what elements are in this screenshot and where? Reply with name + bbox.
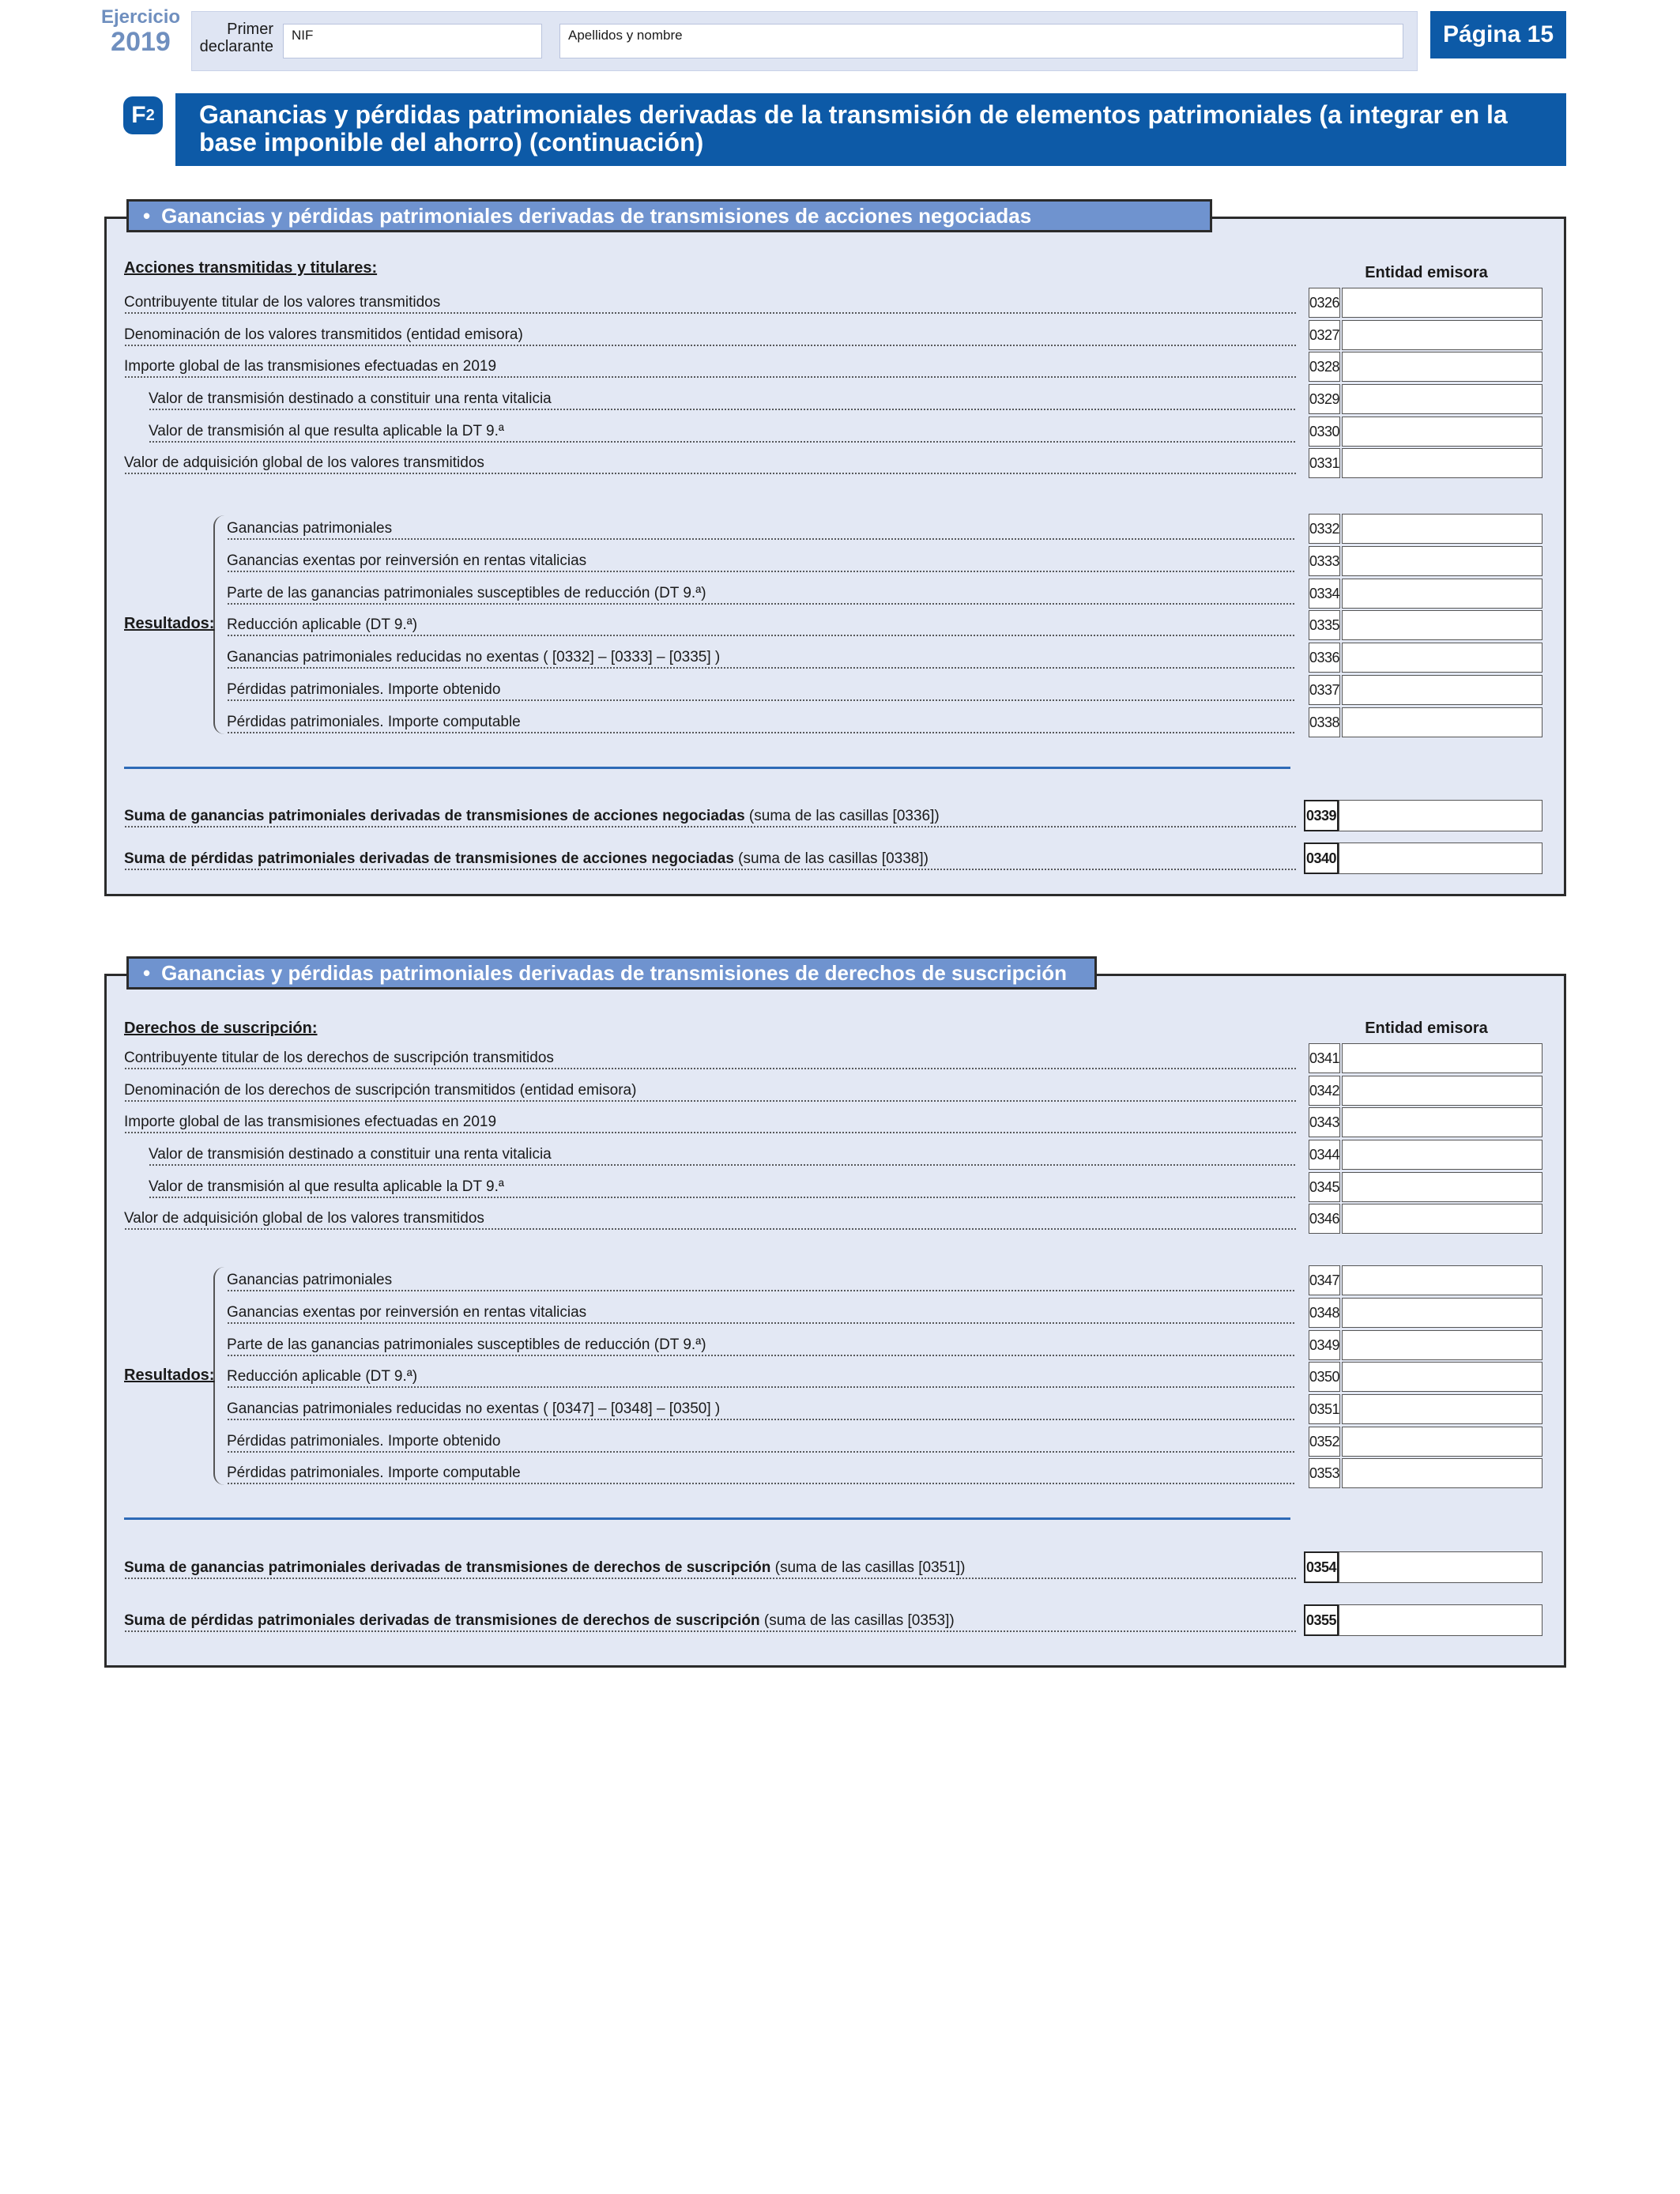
input-box-0342[interactable]: [1342, 1076, 1543, 1106]
input-box-0328[interactable]: [1342, 352, 1543, 382]
row-label-text: Contribuyente titular de los valores transmitidos: [124, 294, 441, 311]
derechos-row-label-0343: [124, 1114, 1296, 1134]
input-box-0354[interactable]: [1339, 1551, 1543, 1583]
derechos-sum-label-0355: [124, 1612, 1296, 1633]
derechos-result-label-0351: [227, 1400, 1296, 1421]
sum-label-bold: Suma de pérdidas patrimoniales derivadas de transmisiones de acciones negociadas: [124, 850, 734, 867]
derechos-row-label-0342: [124, 1082, 1296, 1103]
input-box-0343[interactable]: [1342, 1107, 1543, 1137]
result-label-text: Reducción aplicable (DT 9.ª): [227, 1368, 418, 1385]
box-code-0351: 0351: [1309, 1394, 1340, 1424]
input-box-0346[interactable]: [1342, 1204, 1543, 1234]
derechos-resultados-brace: [213, 1267, 226, 1485]
acciones-row-label-0327: [124, 326, 1296, 347]
bullet-icon: •: [143, 961, 151, 985]
input-box-0334[interactable]: [1342, 579, 1543, 609]
input-box-0350[interactable]: [1342, 1362, 1543, 1392]
box-code-0348: 0348: [1309, 1298, 1340, 1328]
input-box-0330[interactable]: [1342, 417, 1543, 447]
input-box-0347[interactable]: [1342, 1265, 1543, 1295]
result-label-text: Ganancias patrimoniales reducidas no exentas ( [0332] – [0333] – [0335] ): [227, 649, 721, 665]
acciones-sum-label-0340: [124, 850, 1296, 871]
derechos-row-label-0346: [124, 1210, 1296, 1231]
input-box-0341[interactable]: [1342, 1043, 1543, 1073]
box-code-0333: 0333: [1309, 546, 1340, 576]
acciones-resultados-brace: [213, 515, 226, 734]
result-label-text: Ganancias patrimoniales: [227, 520, 393, 537]
acciones-row-label-0331: [124, 454, 1296, 475]
input-box-0345[interactable]: [1342, 1172, 1543, 1202]
box-code-0353: 0353: [1309, 1458, 1340, 1488]
acciones-entidad-header: Entidad emisora: [1365, 264, 1488, 281]
input-box-0339[interactable]: [1339, 800, 1543, 831]
row-label-text: Valor de transmisión destinado a constituir una renta vitalicia: [149, 390, 552, 407]
box-code-0343: 0343: [1309, 1107, 1340, 1137]
sum-label-bold: Suma de pérdidas patrimoniales derivadas de transmisiones de derechos de suscripción: [124, 1612, 760, 1629]
row-label-text: Valor de adquisición global de los valores transmitidos: [124, 454, 484, 471]
acciones-row-label-0326: [124, 294, 1296, 315]
acciones-divider: [124, 767, 1290, 769]
nif-label: NIF: [292, 28, 314, 43]
input-box-0349[interactable]: [1342, 1330, 1543, 1360]
result-label-text: Pérdidas patrimoniales. Importe obtenido: [227, 1433, 501, 1449]
input-box-0335[interactable]: [1342, 610, 1543, 640]
input-box-0333[interactable]: [1342, 546, 1543, 576]
row-label-text: Importe global de las transmisiones efectuadas en 2019: [124, 1114, 497, 1130]
box-code-0349: 0349: [1309, 1330, 1340, 1360]
derechos-subtitle: Derechos de suscripción:: [124, 1020, 318, 1037]
derechos-result-label-0350: [227, 1368, 1296, 1389]
acciones-result-label-0337: [227, 681, 1296, 702]
row-label-text: Valor de transmisión al que resulta aplicable la DT 9.ª: [149, 423, 504, 439]
input-box-0340[interactable]: [1339, 843, 1543, 874]
box-code-0345: 0345: [1309, 1172, 1340, 1202]
acciones-resultados-label: Resultados:: [124, 615, 215, 632]
sum-label-rest: (suma de las casillas [0336]): [744, 808, 940, 824]
box-code-0334: 0334: [1309, 579, 1340, 609]
acciones-result-label-0335: [227, 616, 1296, 637]
primer-declarante-label: Primer declarante: [199, 21, 273, 55]
acciones-section-tab: [126, 199, 1212, 232]
acciones-result-label-0332: [227, 520, 1296, 541]
result-label-text: Reducción aplicable (DT 9.ª): [227, 616, 418, 633]
box-code-0326: 0326: [1309, 288, 1340, 318]
box-code-0337: 0337: [1309, 675, 1340, 705]
row-label-text: Importe global de las transmisiones efectuadas en 2019: [124, 358, 497, 375]
input-box-0344[interactable]: [1342, 1140, 1543, 1170]
badge-sub: 2: [145, 106, 155, 124]
input-box-0326[interactable]: [1342, 288, 1543, 318]
row-label-text: Valor de transmisión al que resulta aplicable la DT 9.ª: [149, 1178, 504, 1195]
box-code-0331: 0331: [1309, 448, 1340, 478]
box-code-0327: 0327: [1309, 320, 1340, 350]
row-label-text: Denominación de los derechos de suscripción transmitidos (entidad emisora): [124, 1082, 637, 1099]
row-label-text: Valor de adquisición global de los valores transmitidos: [124, 1210, 484, 1227]
box-code-0346: 0346: [1309, 1204, 1340, 1234]
acciones-tab-label: Ganancias y pérdidas patrimoniales derivadas de transmisiones de acciones negociadas: [161, 204, 1032, 228]
input-box-0348[interactable]: [1342, 1298, 1543, 1328]
input-box-0329[interactable]: [1342, 384, 1543, 414]
sum-label-rest: (suma de las casillas [0338]): [733, 850, 929, 867]
derechos-sum-label-0354: [124, 1559, 1296, 1580]
sum-label-bold: Suma de ganancias patrimoniales derivadas de transmisiones de acciones negociadas: [124, 808, 745, 824]
derechos-divider: [124, 1517, 1290, 1520]
box-code-0329: 0329: [1309, 384, 1340, 414]
derechos-section-tab: [126, 956, 1097, 990]
derechos-result-label-0347: [227, 1272, 1296, 1292]
row-label-text: Contribuyente titular de los derechos de suscripción transmitidos: [124, 1050, 554, 1066]
derechos-tab-label: Ganancias y pérdidas patrimoniales derivadas de transmisiones de derechos de suscripción: [161, 961, 1067, 985]
result-label-text: Pérdidas patrimoniales. Importe computable: [227, 714, 521, 730]
result-label-text: Parte de las ganancias patrimoniales susceptibles de reducción (DT 9.ª): [227, 585, 706, 601]
page-title: Ganancias y pérdidas patrimoniales derivadas de la transmisión de elementos patrimoniales (a integrar en la base imponible del ahorro) (continuación): [175, 93, 1566, 166]
input-box-0351[interactable]: [1342, 1394, 1543, 1424]
acciones-row-label-0329: [149, 390, 1296, 411]
input-box-0355[interactable]: [1339, 1604, 1543, 1636]
box-code-0350: 0350: [1309, 1362, 1340, 1392]
page-number: Página 15: [1430, 11, 1566, 58]
ejercicio-label: Ejercicio: [101, 6, 181, 28]
derechos-entidad-header: Entidad emisora: [1365, 1020, 1488, 1037]
input-box-0327[interactable]: [1342, 320, 1543, 350]
box-code-0340: 0340: [1304, 843, 1339, 874]
input-box-0331[interactable]: [1342, 448, 1543, 478]
box-code-0352: 0352: [1309, 1427, 1340, 1457]
input-box-0353[interactable]: [1342, 1458, 1543, 1488]
section-f2-badge: [123, 96, 163, 134]
acciones-result-label-0338: [227, 714, 1296, 734]
derechos-result-label-0353: [227, 1465, 1296, 1485]
box-code-0330: 0330: [1309, 417, 1340, 447]
result-label-text: Ganancias patrimoniales reducidas no exentas ( [0347] – [0348] – [0350] ): [227, 1400, 721, 1417]
sum-label-rest: (suma de las casillas [0351]): [770, 1559, 966, 1576]
result-label-text: Ganancias exentas por reinversión en rentas vitalicias: [227, 552, 587, 569]
ejercicio-year: 2019: [111, 27, 171, 57]
box-code-0342: 0342: [1309, 1076, 1340, 1106]
result-label-text: Ganancias patrimoniales: [227, 1272, 393, 1288]
row-label-text: Valor de transmisión destinado a constituir una renta vitalicia: [149, 1146, 552, 1163]
apellidos-nombre-field[interactable]: [559, 24, 1403, 58]
row-label-text: Denominación de los valores transmitidos (entidad emisora): [124, 326, 523, 343]
result-label-text: Ganancias exentas por reinversión en rentas vitalicias: [227, 1304, 587, 1321]
derechos-result-label-0352: [227, 1433, 1296, 1453]
acciones-result-label-0334: [227, 585, 1296, 605]
sum-label-text: [124, 1559, 966, 1576]
badge-letter: F: [131, 102, 146, 128]
derechos-result-label-0348: [227, 1304, 1296, 1325]
box-code-0338: 0338: [1309, 707, 1340, 737]
box-code-0328: 0328: [1309, 352, 1340, 382]
box-code-0341: 0341: [1309, 1043, 1340, 1073]
acciones-result-label-0336: [227, 649, 1296, 669]
acciones-row-label-0330: [149, 423, 1296, 443]
bullet-icon: •: [143, 204, 151, 228]
input-box-0332[interactable]: [1342, 514, 1543, 544]
nif-field[interactable]: [283, 24, 542, 58]
sum-label-text: [124, 850, 930, 867]
box-code-0347: 0347: [1309, 1265, 1340, 1295]
input-box-0338[interactable]: [1342, 707, 1543, 737]
box-code-0354: 0354: [1304, 1551, 1339, 1583]
result-label-text: Pérdidas patrimoniales. Importe computable: [227, 1465, 521, 1481]
sum-label-text: [124, 1612, 956, 1629]
box-code-0336: 0336: [1309, 643, 1340, 673]
box-code-0339: 0339: [1304, 800, 1339, 831]
sum-label-bold: Suma de ganancias patrimoniales derivadas de transmisiones de derechos de suscripción: [124, 1559, 771, 1576]
derechos-row-label-0345: [149, 1178, 1296, 1199]
acciones-row-label-0328: [124, 358, 1296, 379]
box-code-0335: 0335: [1309, 610, 1340, 640]
box-code-0344: 0344: [1309, 1140, 1340, 1170]
apellidos-label: Apellidos y nombre: [568, 28, 683, 43]
input-box-0352[interactable]: [1342, 1427, 1543, 1457]
derechos-row-label-0341: [124, 1050, 1296, 1070]
derechos-result-label-0349: [227, 1336, 1296, 1357]
result-label-text: Parte de las ganancias patrimoniales susceptibles de reducción (DT 9.ª): [227, 1336, 706, 1353]
result-label-text: Pérdidas patrimoniales. Importe obtenido: [227, 681, 501, 698]
sum-label-text: [124, 808, 941, 824]
acciones-sum-label-0339: [124, 808, 1296, 828]
derechos-row-label-0344: [149, 1146, 1296, 1167]
input-box-0337[interactable]: [1342, 675, 1543, 705]
box-code-0355: 0355: [1304, 1604, 1339, 1636]
sum-label-rest: (suma de las casillas [0353]): [759, 1612, 955, 1629]
acciones-subtitle: Acciones transmitidas y titulares:: [124, 259, 378, 277]
derechos-resultados-label: Resultados:: [124, 1367, 215, 1384]
input-box-0336[interactable]: [1342, 643, 1543, 673]
acciones-result-label-0333: [227, 552, 1296, 573]
box-code-0332: 0332: [1309, 514, 1340, 544]
